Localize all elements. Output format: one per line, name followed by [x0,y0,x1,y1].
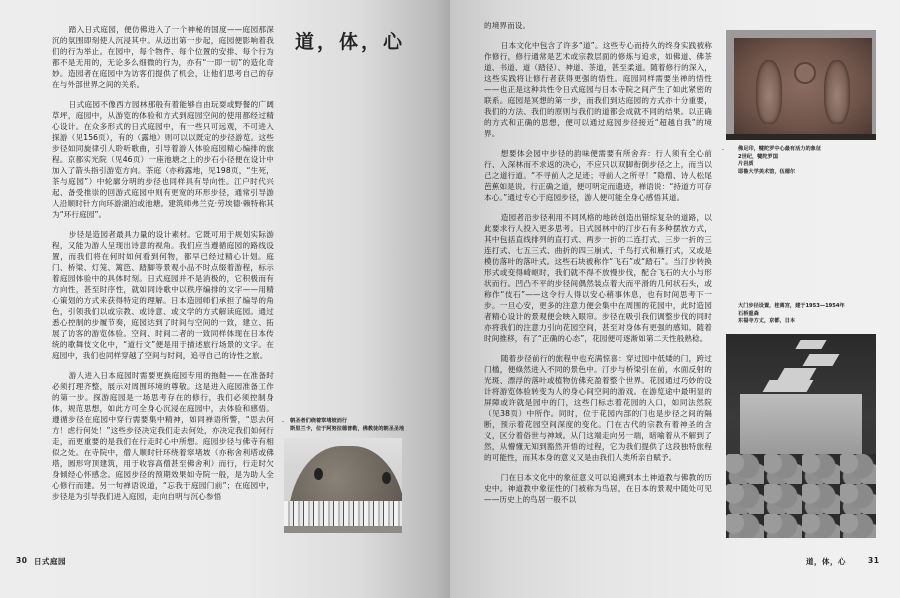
left-page-number: 30 [16,556,28,565]
footprint-right [824,60,850,124]
caption-line: 石桥重森 [738,310,759,317]
chapter-title: 道，体，心 [295,31,406,53]
dharma-wheel [794,62,816,84]
left-paragraph-4: 游人进入日本庭园时需要更换庭园专用的拖鞋——在准备时必须打理齐整，展示对周围环境的尊敬。这是进入庭园准备工作的第一步。探游庭园是一场思考存在的修行，我们必须控制身体，规范思想，如此方可全身心沉浸在庭园中，去体验和感悟。遵循步径在庭园中穿行需要集中精神，如同禅语所警，“思去何方！虑行何处！”这些步径决定我们走去何处，亦决定我们如何行走，而更重要的是我们在行走时心中所想。庭园步径与佛寺有相似之处。在寺院中，僧人顺时针环绕着窣堵坡（亦称舍利塔或佛塔，圆形穹顶建筑，用于收容高僧甚至佛舍利）而行，行走时欠身倾经心怀感念。庭园步径的预期效果如寺院一般，是为助人全心修行而建。另一句禅语说道，“忘我于庭园门前”；在庭园中，步径是为引导我们进入庭园，走向自明与沉心参悟 [52,371,274,501]
stepping-stone [763,380,814,392]
cobblestone-paving [726,454,876,538]
pilgrims-crowd [284,501,402,527]
path-caption [738,303,845,326]
slab-base [726,134,876,140]
caption-line: 东福寺方丈，京都，日本 [738,318,796,324]
stepping-stone [795,340,826,349]
caption-line: 2世纪，犍陀罗国 [738,153,778,160]
right-paragraph-2: 想要体会园中步径的韵味便需要有所舍弃：行人须有全心前行、入深林而不求返的决心，不应只以双脚衔倒步径之上，而当以己之道行道。“不寻前人之足迹；寻前人之所寻！”隐僧、诗人松尾芭蕉如是说。行正确之道，便可明定而遗迹，禅语说：“持道方可存本心。”通过专心于庭园步径，游人便可能全身心感悟其道。 [484,149,712,202]
stupa-photo [284,438,402,533]
caption-marker: - [282,418,285,425]
stupa-niche [314,468,323,480]
left-text-column [52,24,274,511]
footprint-left [756,60,782,124]
left-paragraph-2: 日式庭园不像西方园林那般有着能够自由玩耍或野餐的广阔草坪，庭园中，从游览的体验和方式到庭园空间的使用都经过精心设计。在众多形式的日式庭园中，有一些只可远观，不可进入探游（见156页），有的（露地）则可以以既定的步径游览。这些步径如同旋律引人聆听歌曲，引导着游人体验庭园精心编排的旅程。京都实光院（见46页）一座池塘之上的步石小径便在设计中加入了箭头指引游览方向。茶庭（亦称露地，见198页，“生死，茶与庭园”）中轮廓分明的步径也同样具有导向性。江户时代兴起、备受推崇的回游式庭园中则有更宽的环形步径，通常引导游人沿顺时针方向环游湖泊或池塘。建筑师弗兰克·劳埃德·赖特称其为“环行庭园”。 [52,100,274,219]
right-running-head: 道，体，心 [806,557,846,566]
right-paragraph-5: 门在日本文化中的象征意义可以追溯到本土神道教与佛教的历史中。神道教中象征性的门被称为鸟居，在日本的景观中随处可见——历史上的鸟居一般不以 [484,473,712,504]
ground [284,526,402,533]
stupa-niche [382,472,391,484]
left-paragraph-1: 踏入日式庭园，便仿佛进入了一个神秘的国度——庭园那深沉的氛围即刻使人沉浸其中。从迈出第一步起，庭园便影响着我们的行为举止。在园中，每个物件、每个位置的安排、每个行为都不是无用的，无论多么细微的行为，亦有“一即一切”的造化奇妙。造园者在庭园中为访客们提供了机会，让他们思考自己的存在与外部世界之间的关系。 [52,25,274,89]
right-text-column [484,20,712,514]
right-page-number: 31 [868,556,880,565]
right-paragraph-1: 日本文化中包含了许多“道”。这些专心而持久的终身实践被称作修行，修行通常是艺术或宗教层面的修炼与追求，如佛道、佛茶道、书道、道（踏径）、神道、茶道，甚至柔道。随着修行的深入，这些实践将让修行者获得更强的悟性。庭园同样需要坐禅的悟性——也正是这种共性令日式庭园与日本寺院之间产生了如此紧密的联系。庭园是冥想的第一步，而我们到达庭园的方式亦十分重要，我们的方法、我们的原则与我们的道都会成就不同的结果。以正确的方式和正确的思想，便可以通过庭园步径接近“超越自我”的境界。 [484,41,712,138]
caption-marker: - [722,146,725,153]
caption-line: 佛足印，犍陀罗中心最有活力的象征 [738,146,822,152]
footprint-caption [738,146,821,176]
caption-line: 大门步径设置，桂离宫，建于1953—1954年 [738,303,845,309]
stepping-stone-path-photo [726,334,876,538]
stepping-stone [778,368,817,380]
buddha-footprint-photo [726,30,876,140]
left-paragraph-3: 步径是造园者最具力量的设计素材。它既可用于规划实际游程，又能为游人呈现出诗意的视角。我们应当遵循庭园的路线设置，而我们将在何时如何看到何物，都早已经过精心计划。庭门、桥梁、灯笼、篱笆、踏脚等景观小品不时点缀着游程，标示着庭园体验中的具体时刻。日式庭园并不是消极的，它积极而有方向性，甚至时序性，就如同诗歌中以秩序编排的文字——用精心策划的方式来获得特定的理解。日本造园师们承担了编导的角色，引领我们以或宗教、或诗意、或文学的方式解读庭园。通过悉心控制的步履节奏，庭园达到了时间与空间的一致，建立、拓展了访客的游览体验。空间、时间二者的一致同样体现在日本传统的歌舞伎文化中，“道行文”便是用于描述旅行场景的文字。在庭园中，我们也同样穿越了空间与时间，追寻自己的诗性之旅。 [52,230,274,360]
stupa-caption [290,418,404,433]
stone-slab-platform [740,394,862,454]
caption-line: 斯里兰卡，位于阿努拉德普勒，佛教徒的朝圣圣地 [290,425,405,432]
caption-line: 朝圣者们绕着窣堵坡而行 [290,418,348,424]
right-paragraph-4: 随着步径前行的旅程中也充满惊喜：穿过园中低矮的门，跨过门槛，便倏然进入不同的景色中。汀步与桥梁引在前，水面反射的光斑、漂浮的落叶或植物仿佛充盈着整个世界。花园通过巧妙的设计将游览体验转变为人的身心间空间的游戏。在游览途中最明显的屏障或许就是园中的门，这些门标志着花园的入口，如同法然院（见38页）中所作。同时，位于花园内部的门也是步径之间的隔断，预示着花园空间深度的变化。门在古代的宗教有着神圣的含义，区分着俗世与神域。从门这端走向另一端，暗喻着从不解到了然，从懵懂无知到豁然开悟的过程，它为我们提供了这段独特旅程的可能性，而其本身的意义又是由我们人类所亲自赋予。 [484,354,712,462]
left-running-head: 日式庭园 [34,557,66,566]
stone-slab [734,38,872,134]
right-paragraph-3: 造园者沿步径利用不同风格的地砖创造出错综复杂的道路，以此要求行人投入更多思考。日式园林中的汀步石有多种摆放方式，其中包括直线排列的直打式、两步一折的二连打式、三步一折的三连打式、七五三式、曲折的四三崩式、千鸟打式和雁打式，又或是模仿落叶的落叶式。这些石块被称作“飞石”或“踏石”。当汀步转换形式或变得崎岖时，我们就不得不放慢步伐，配合飞石的大小与形状而行。凹凸不平的步径间偶然装点着大而平滑的几何状石头，或称作“伎石”——这令行人得以安心稍事休息，也有时间思考下一步。一旦心安，更多的注意力便会集中在周围的花园中，此时造园者精心设计的景观便会映入眼帘。步径在吸引我们调整步伐的同时亦将我们的注意力引向花园空间，甚至对身体有更强的感知。随着时间推移，有了“正确的心态”，花园便可逐渐如第二天性般熟稔。 [484,213,712,343]
caption-line: 耶鲁大学美术馆，伍德尔 [738,168,796,175]
caption-line: 片岩质 [738,161,754,167]
right-paragraph-0: 的境界而设。 [484,21,531,30]
stepping-stone [803,354,840,366]
